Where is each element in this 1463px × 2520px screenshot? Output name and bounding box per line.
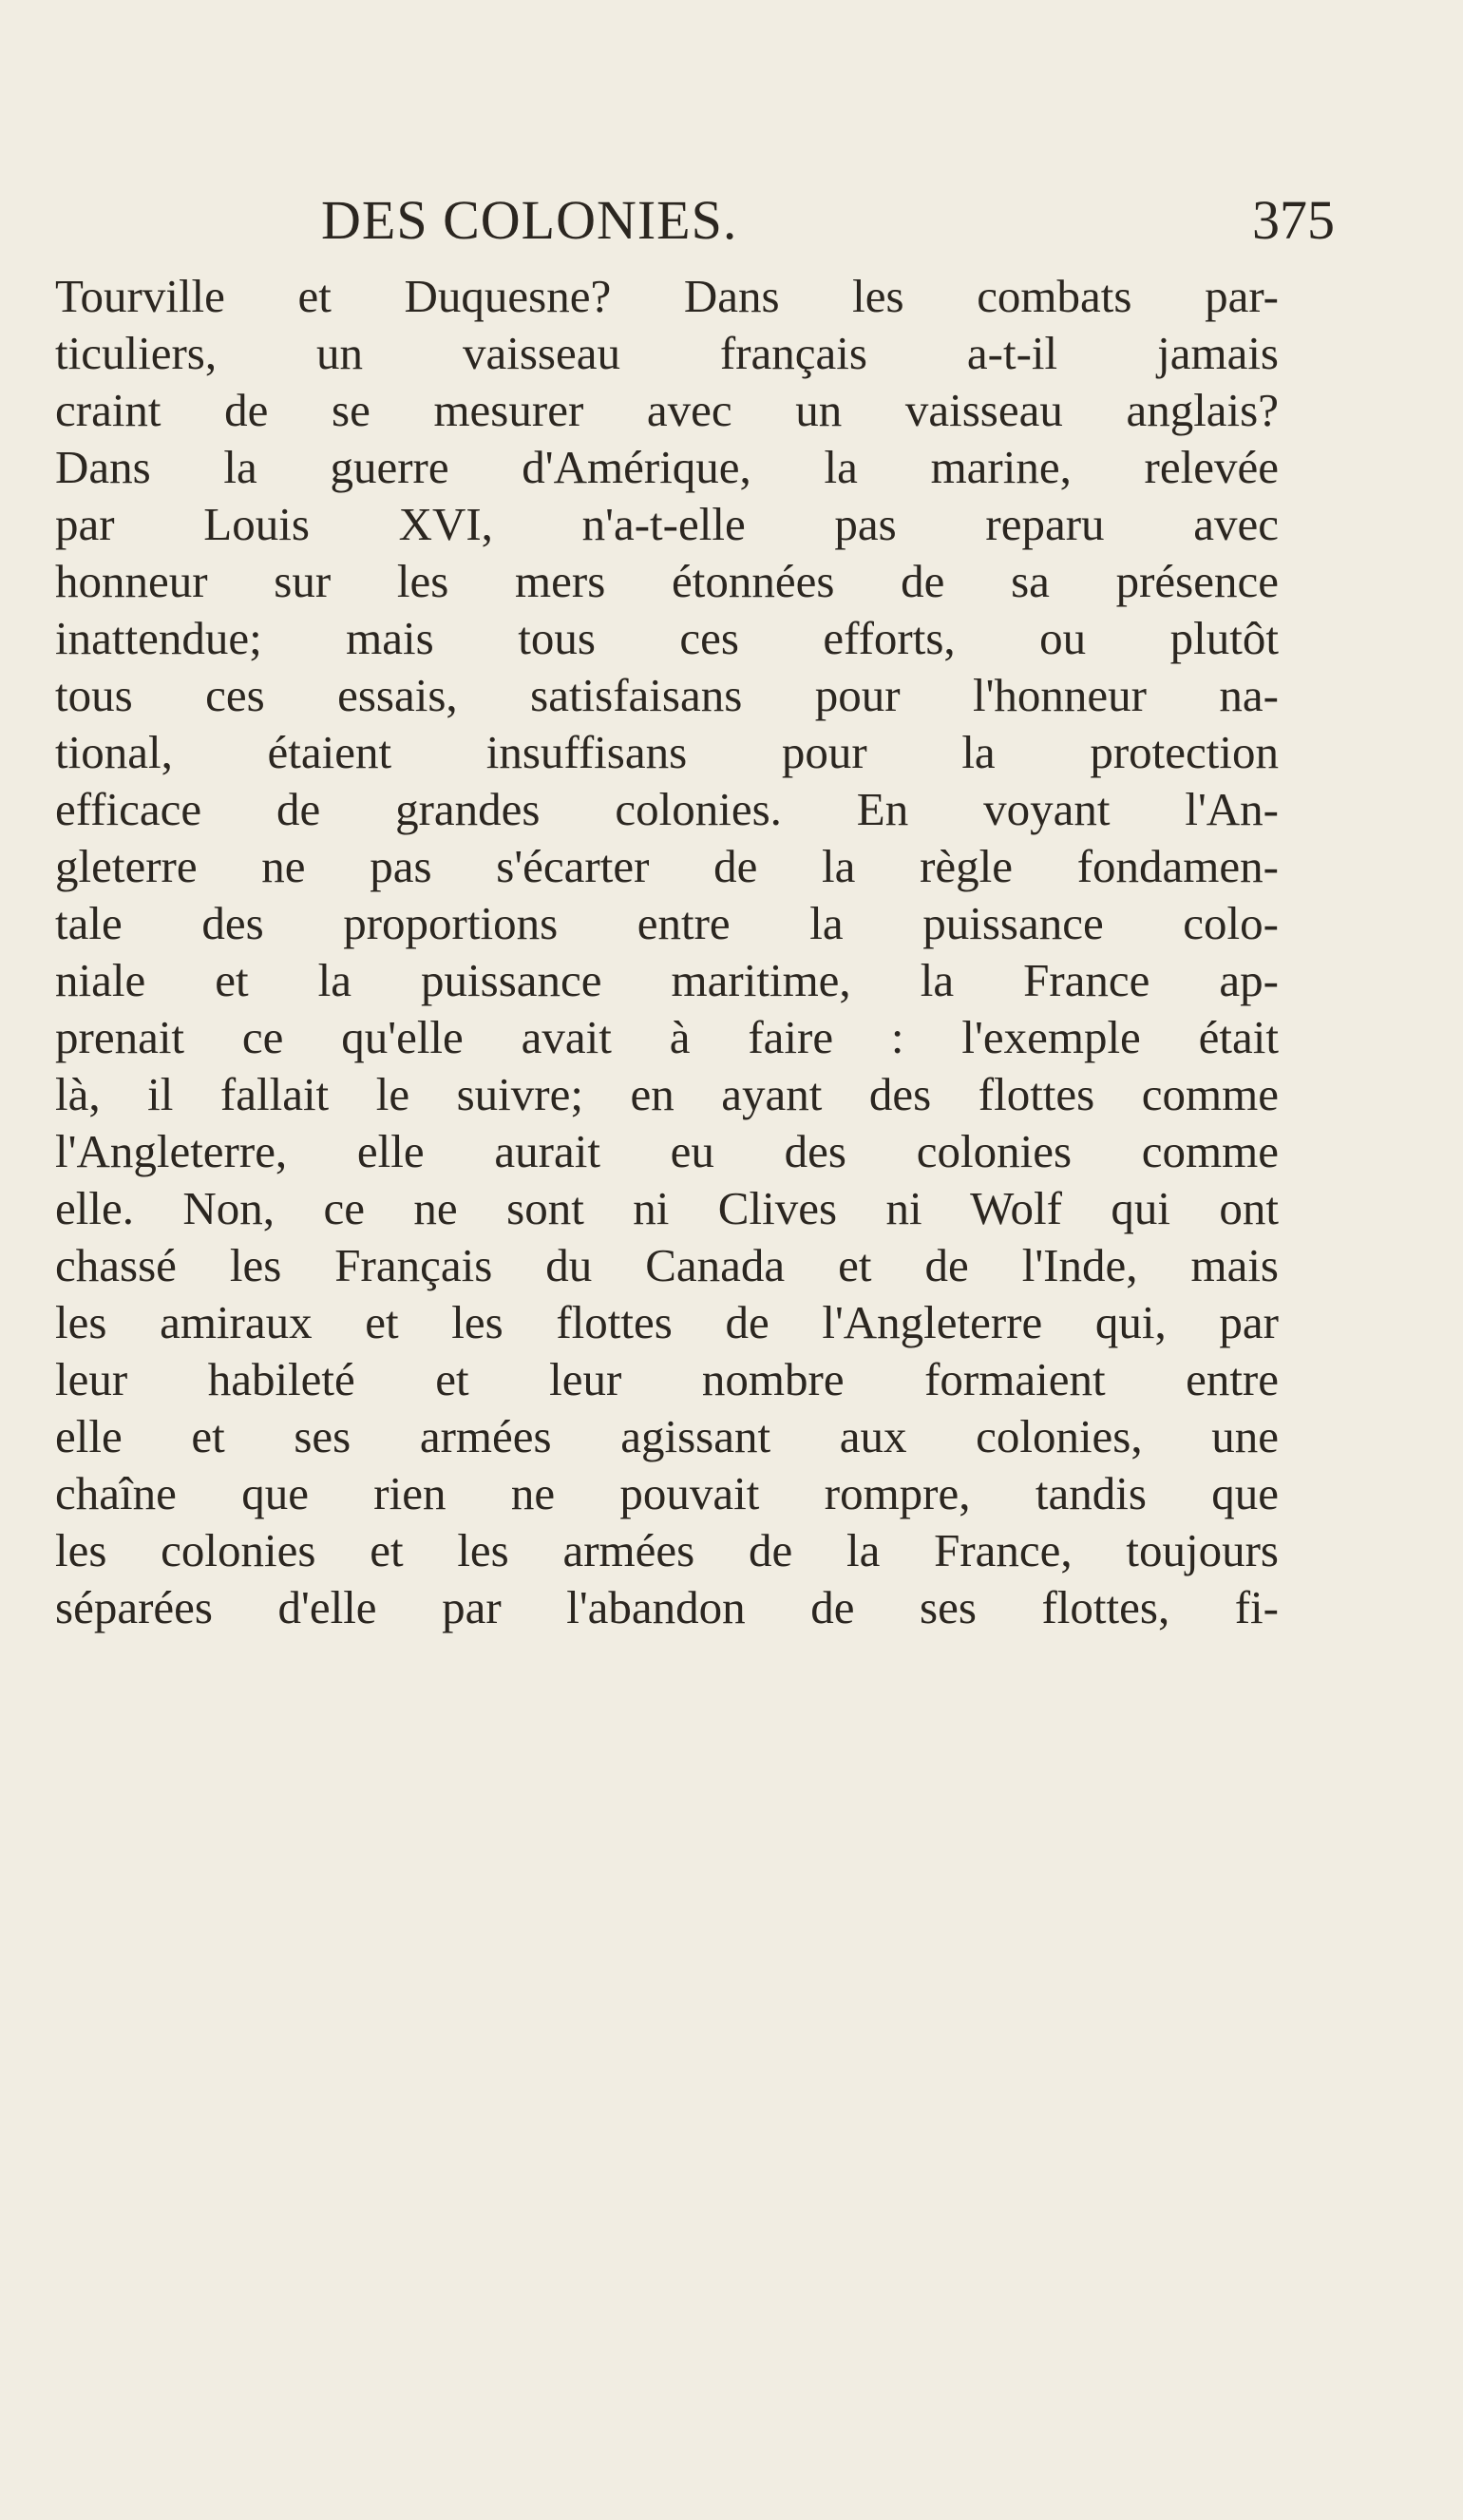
text-line: Tourville et Duquesne? Dans les combats par- [55, 270, 1279, 322]
text-line: chaîne que rien ne pouvait rompre, tandis que [55, 1467, 1279, 1519]
text-line: ticuliers, un vaisseau français a-t-il jamais [55, 327, 1279, 379]
text-line: niale et la puissance maritime, la France ap- [55, 954, 1279, 1006]
text-line: les colonies et les armées de la France, toujours [55, 1524, 1279, 1576]
text-line: par Louis XVI, n'a-t-elle pas reparu avec [55, 498, 1279, 550]
text-line: tous ces essais, satisfaisans pour l'honneur na- [55, 669, 1279, 721]
page-number: 375 [1252, 189, 1335, 251]
text-line: elle. Non, ce ne sont ni Clives ni Wolf qui ont [55, 1182, 1279, 1234]
text-line: tional, étaient insuffisans pour la protection [55, 726, 1279, 778]
text-line: gleterre ne pas s'écarter de la règle fondamen- [55, 840, 1279, 892]
text-line: séparées d'elle par l'abandon de ses flottes, fi- [55, 1581, 1279, 1633]
text-line: Dans la guerre d'Amérique, la marine, relevée [55, 441, 1279, 493]
text-line: craint de se mesurer avec un vaisseau anglais? [55, 384, 1279, 436]
text-line: prenait ce qu'elle avait à faire : l'exemple était [55, 1011, 1279, 1063]
text-line: là, il fallait le suivre; en ayant des flottes comme [55, 1068, 1279, 1120]
text-line: inattendue; mais tous ces efforts, ou plutôt [55, 612, 1279, 664]
running-title: DES COLONIES. [321, 189, 738, 251]
text-line: elle et ses armées agissant aux colonies, une [55, 1410, 1279, 1462]
text-line: tale des proportions entre la puissance colo- [55, 897, 1279, 949]
text-line: honneur sur les mers étonnées de sa présence [55, 555, 1279, 607]
text-line: efficace de grandes colonies. En voyant l'An- [55, 783, 1279, 835]
text-line: les amiraux et les flottes de l'Angleterre qui, par [55, 1296, 1279, 1348]
text-line: chassé les Français du Canada et de l'Inde, mais [55, 1239, 1279, 1291]
text-line: l'Angleterre, elle aurait eu des colonies comme [55, 1125, 1279, 1177]
text-line: leur habileté et leur nombre formaient entre [55, 1353, 1279, 1405]
body-text [55, 268, 1279, 1636]
